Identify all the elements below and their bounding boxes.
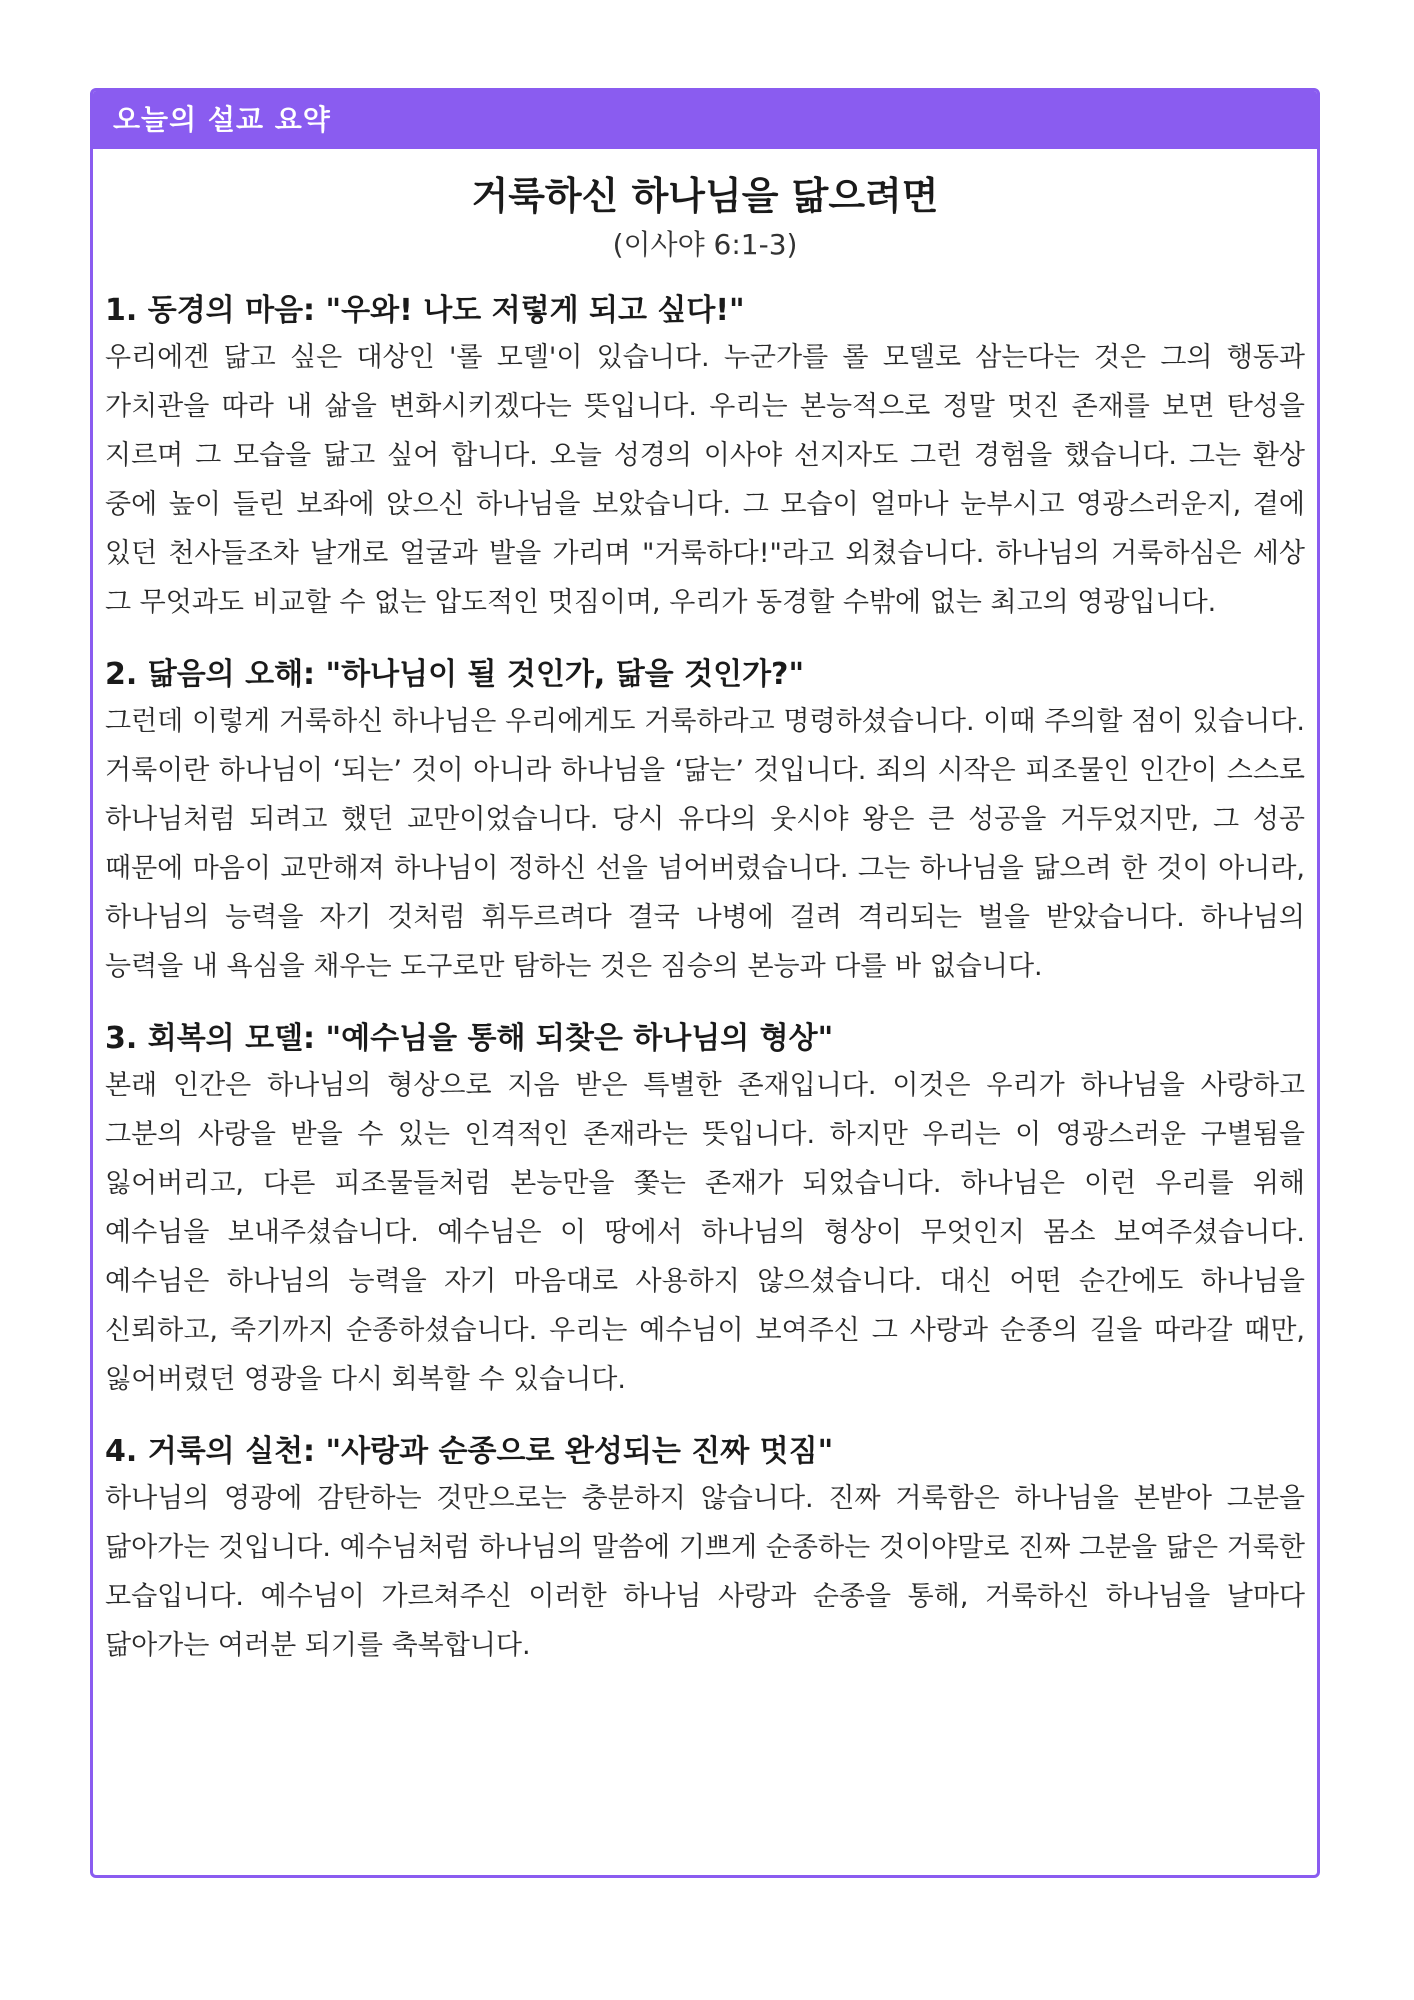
section-heading: 1. 동경의 마음: "우와! 나도 저렇게 되고 싶다!" [105, 293, 745, 328]
section-heading: 2. 닮음의 오해: "하나님이 될 것인가, 닮을 것인가?" [105, 657, 805, 692]
section-3 [105, 1017, 1305, 1404]
sermon-title: 거룩하신 하나님을 닮으려면 [471, 174, 939, 218]
sermon-summary-card [90, 88, 1320, 1878]
section-paragraph: 우리에겐 닮고 싶은 대상인 '롤 모델'이 있습니다. 누군가를 롤 모델로 삼는다는 것은 그의 행동과 가치관을 따라 내 삶을 변화시키겠다는 뜻입니다. 우리는 본능적으로 정말 멋진 존재를 보면 탄성을 지르며 그 모습을 닮고 싶어 합니다. 오늘 성경의 이사야 선지자도 그런 경험을 했습니다. 그는 환상 중에 높이 들린 보좌에 앉으신 하나님을 보았습니다. 그 모습이 얼마나 눈부시고 영광스러운지, 곁에 있던 천사들조차 날개로 얼굴과 발을 가리며 "거룩하다!"라고 외쳤습니다. 하나님의 거룩하심은 세상 그 무엇과도 비교할 수 없는 압도적인 멋짐이며, 우리가 동경할 수밖에 없는 최고의 영광입니다. [105, 342, 1305, 618]
section-2 [105, 653, 1305, 991]
section-heading: 4. 거룩의 실천: "사랑과 순종으로 완성되는 진짜 멋짐" [105, 1434, 834, 1469]
section-1 [105, 289, 1305, 627]
section-heading: 3. 회복의 모델: "예수님을 통해 되찾은 하나님의 형상" [105, 1021, 834, 1056]
card-header [93, 91, 1317, 149]
section-paragraph: 하나님의 영광에 감탄하는 것만으로는 충분하지 않습니다. 진짜 거룩함은 하나님을 본받아 그분을 닮아가는 것입니다. 예수님처럼 하나님의 말씀에 기쁘게 순종하는 것이야말로 진짜 그분을 닮은 거룩한 모습입니다. 예수님이 가르쳐주신 이러한 하나님 사랑과 순종을 통해, 거룩하신 하나님을 날마다 닮아가는 여러분 되기를 축복합니다. [105, 1483, 1305, 1661]
scripture-reference: (이사야 6:1-3) [612, 228, 798, 261]
section-paragraph: 그런데 이렇게 거룩하신 하나님은 우리에게도 거룩하라고 명령하셨습니다. 이때 주의할 점이 있습니다. 거룩이란 하나님이 ‘되는’ 것이 아니라 하나님을 ‘닮는’ 것입니다. 죄의 시작은 피조물인 인간이 스스로 하나님처럼 되려고 했던 교만이었습니다. 당시 유다의 웃시야 왕은 큰 성공을 거두었지만, 그 성공 때문에 마음이 교만해져 하나님이 정하신 선을 넘어버렸습니다. 그는 하나님을 닮으려 한 것이 아니라, 하나님의 능력을 자기 것처럼 휘두르려다 결국 나병에 걸려 격리되는 벌을 받았습니다. 하나님의 능력을 내 욕심을 채우는 도구로만 탐하는 것은 짐승의 본능과 다를 바 없습니다. [105, 706, 1305, 982]
header-label: 오늘의 설교 요약 [113, 103, 331, 136]
section-paragraph: 본래 인간은 하나님의 형상으로 지음 받은 특별한 존재입니다. 이것은 우리가 하나님을 사랑하고 그분의 사랑을 받을 수 있는 인격적인 존재라는 뜻입니다. 하지만 우리는 이 영광스러운 구별됨을 잃어버리고, 다른 피조물들처럼 본능만을 쫓는 존재가 되었습니다. 하나님은 이런 우리를 위해 예수님을 보내주셨습니다. 예수님은 이 땅에서 하나님의 형상이 무엇인지 몸소 보여주셨습니다. 예수님은 하나님의 능력을 자기 마음대로 사용하지 않으셨습니다. 대신 어떤 순간에도 하나님을 신뢰하고, 죽기까지 순종하셨습니다. 우리는 예수님이 보여주신 그 사랑과 순종의 길을 따라갈 때만, 잃어버렸던 영광을 다시 회복할 수 있습니다. [105, 1070, 1305, 1395]
card-body [93, 173, 1317, 1670]
section-4 [105, 1430, 1305, 1670]
